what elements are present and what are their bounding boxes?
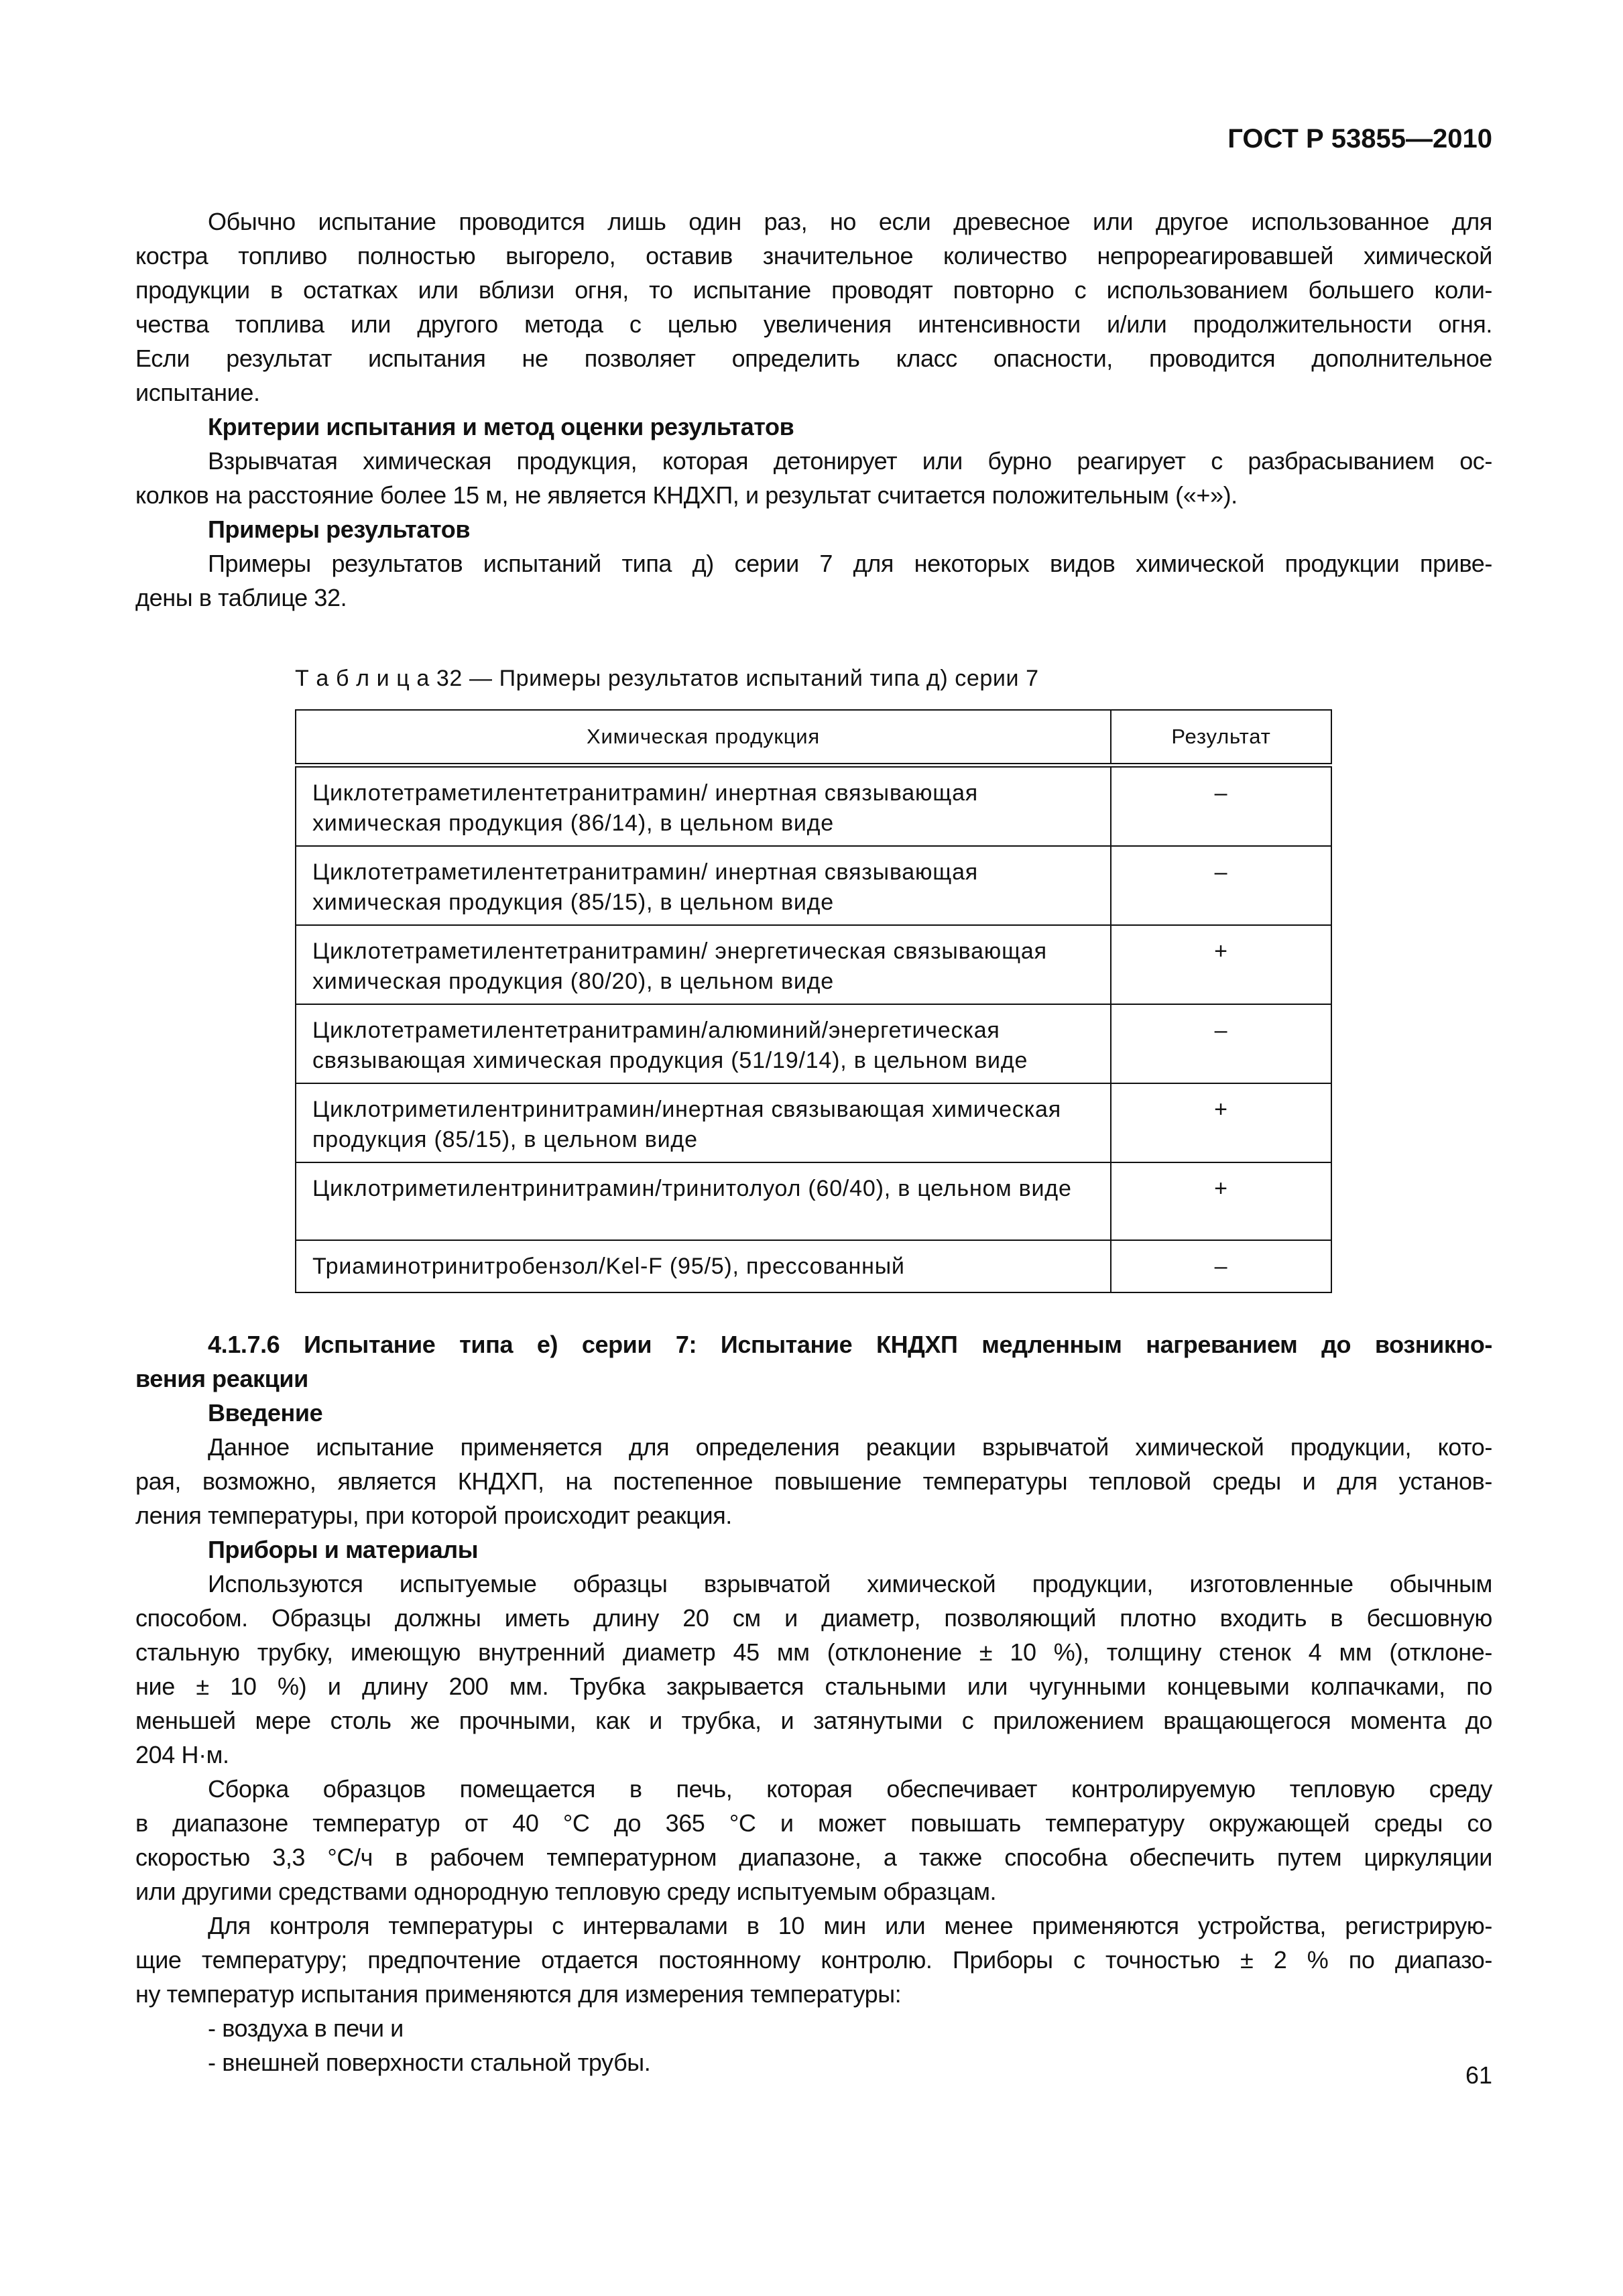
paragraph: [135, 1567, 1492, 1772]
text-line: Для контроля температуры с интервалами в 10 мин или менее применяются устройства, регистрирую-: [208, 1912, 1492, 1939]
table-row: [296, 1004, 1331, 1083]
result-cell: +: [1111, 1083, 1331, 1162]
text-line: Данное испытание применяется для определения реакции взрывчатой химической продукции, кото-: [208, 1433, 1492, 1461]
result-cell: –: [1111, 1004, 1331, 1083]
text-line: Введение: [208, 1399, 323, 1427]
text-line: продукции в остатках или вблизи огня, то испытание проводят повторно с использованием большего коли-: [135, 276, 1492, 304]
product-cell: Циклотетраметилентетранитрамин/ инертная связывающая химическая продукция (85/15), в цельном виде: [296, 846, 1111, 925]
text-line: 4.1.7.6 Испытание типа е) серии 7: Испытание КНДХП медленным нагреванием до возникно-: [208, 1331, 1492, 1358]
section-fire-test-text: [135, 204, 1492, 615]
paragraph: [135, 2011, 1492, 2045]
text-line: Приборы и материалы: [208, 1536, 479, 1563]
text-line: колков на расстояние более 15 м, не является КНДХП, и результат считается положительным («+»).: [135, 481, 1238, 509]
text-line: костра топливо полностью выгорело, оставив значительное количество непрореагировавшей химической: [135, 242, 1492, 269]
heading: [135, 512, 1492, 546]
text-line: рая, возможно, является КНДХП, на постепенное повышение температуры тепловой среды и для установ-: [135, 1467, 1492, 1495]
heading: [135, 1327, 1492, 1396]
heading: [135, 1532, 1492, 1567]
text-line: Примеры результатов: [208, 516, 471, 543]
text-line: дены в таблице 32.: [135, 584, 347, 611]
text-line: - воздуха в печи и: [208, 2014, 404, 2042]
table-row: [296, 1240, 1331, 1292]
product-cell: Триаминотринитробензол/Kel-F (95/5), прессованный: [296, 1240, 1111, 1292]
text-line: Если результат испытания не позволяет определить класс опасности, проводится дополнительное: [135, 345, 1492, 372]
text-line: вения реакции: [135, 1365, 308, 1392]
paragraph: [135, 444, 1492, 512]
text-line: 204 Н·м.: [135, 1741, 229, 1768]
product-cell: Циклотетраметилентетранитрамин/алюминий/энергетическая связывающая химическая продукция (51/19/14), в цельном виде: [296, 1004, 1111, 1083]
text-line: испытание.: [135, 379, 260, 406]
product-cell: Циклотетраметилентетранитрамин/ энергетическая связывающая химическая продукция (80/20), в цельном виде: [296, 925, 1111, 1004]
result-cell: –: [1111, 846, 1331, 925]
column-header-product: Химическая продукция: [296, 710, 1111, 766]
table-row: [296, 846, 1331, 925]
table-row: [296, 925, 1331, 1004]
table-row: [296, 766, 1331, 847]
text-line: Обычно испытание проводится лишь один раз, но если древесное или другое использованное для: [208, 208, 1492, 235]
product-cell: Циклотриметилентринитрамин/тринитолуол (60/40), в цельном виде: [296, 1162, 1111, 1240]
paragraph: [135, 2045, 1492, 2079]
table-caption: Т а б л и ц а 32 — Примеры результатов испытаний типа д) серии 7: [295, 666, 1039, 691]
text-line: щие температуру; предпочтение отдается постоянному контролю. Приборы с точностью ± 2 % по диапазо-: [135, 1946, 1492, 1974]
text-line: ления температуры, при которой происходит реакция.: [135, 1502, 732, 1529]
text-line: Примеры результатов испытаний типа д) серии 7 для некоторых видов химической продукции приве-: [208, 550, 1492, 577]
paragraph: [135, 1772, 1492, 1909]
result-cell: +: [1111, 1162, 1331, 1240]
text-line: Взрывчатая химическая продукция, которая детонирует или бурно реагирует с разбрасыванием ос-: [208, 447, 1492, 475]
text-line: ну температур испытания применяются для измерения температуры:: [135, 1980, 902, 2008]
paragraph: [135, 204, 1492, 410]
result-cell: –: [1111, 1240, 1331, 1292]
heading: [135, 1396, 1492, 1430]
text-line: ние ± 10 %) и длину 200 мм. Трубка закрывается стальными или чугунными концевыми колпачками, по: [135, 1673, 1492, 1700]
text-line: Используются испытуемые образцы взрывчатой химической продукции, изготовленные обычным: [208, 1570, 1492, 1597]
product-cell: Циклотетраметилентетранитрамин/ инертная связывающая химическая продукция (86/14), в цельном виде: [296, 766, 1111, 847]
text-line: стальную трубку, имеющую внутренний диаметр 45 мм (отклонение ± 10 %), толщину стенок 4 мм (отклоне-: [135, 1638, 1492, 1666]
text-line: Сборка образцов помещается в печь, которая обеспечивает контролируемую тепловую среду: [208, 1775, 1492, 1803]
heading: [135, 410, 1492, 444]
page-number: 61: [1465, 2061, 1492, 2089]
results-table: [295, 709, 1332, 1293]
text-line: в диапазоне температур от 40 °С до 365 °С и может повышать температуру окружающей среды со: [135, 1809, 1492, 1837]
text-line: скоростью 3,3 °С/ч в рабочем температурном диапазоне, а также способна обеспечить путем циркуляции: [135, 1844, 1492, 1871]
table-header-row: [296, 710, 1331, 766]
result-cell: –: [1111, 766, 1331, 847]
paragraph: [135, 546, 1492, 615]
result-cell: +: [1111, 925, 1331, 1004]
paragraph: [135, 1430, 1492, 1532]
text-line: меньшей мере столь же прочными, как и трубка, и затянутыми с приложением вращающегося момента до: [135, 1707, 1492, 1734]
document-header: ГОСТ Р 53855—2010: [1227, 124, 1492, 154]
text-line: - внешней поверхности стальной трубы.: [208, 2049, 651, 2076]
text-line: чества топлива или другого метода с целью увеличения интенсивности и/или продолжительности огня.: [135, 310, 1492, 338]
text-line: или другими средствами однородную тепловую среду испытуемым образцам.: [135, 1878, 997, 1905]
text-line: способом. Образцы должны иметь длину 20 см и диаметр, позволяющий плотно входить в бесшовную: [135, 1604, 1492, 1632]
section-4-1-7-6-text: [135, 1327, 1492, 2079]
column-header-result: Результат: [1111, 710, 1331, 766]
product-cell: Циклотриметилентринитрамин/инертная связывающая химическая продукция (85/15), в цельном виде: [296, 1083, 1111, 1162]
table-row: [296, 1083, 1331, 1162]
text-line: Критерии испытания и метод оценки результатов: [208, 413, 794, 440]
table-row: [296, 1162, 1331, 1240]
paragraph: [135, 1909, 1492, 2011]
